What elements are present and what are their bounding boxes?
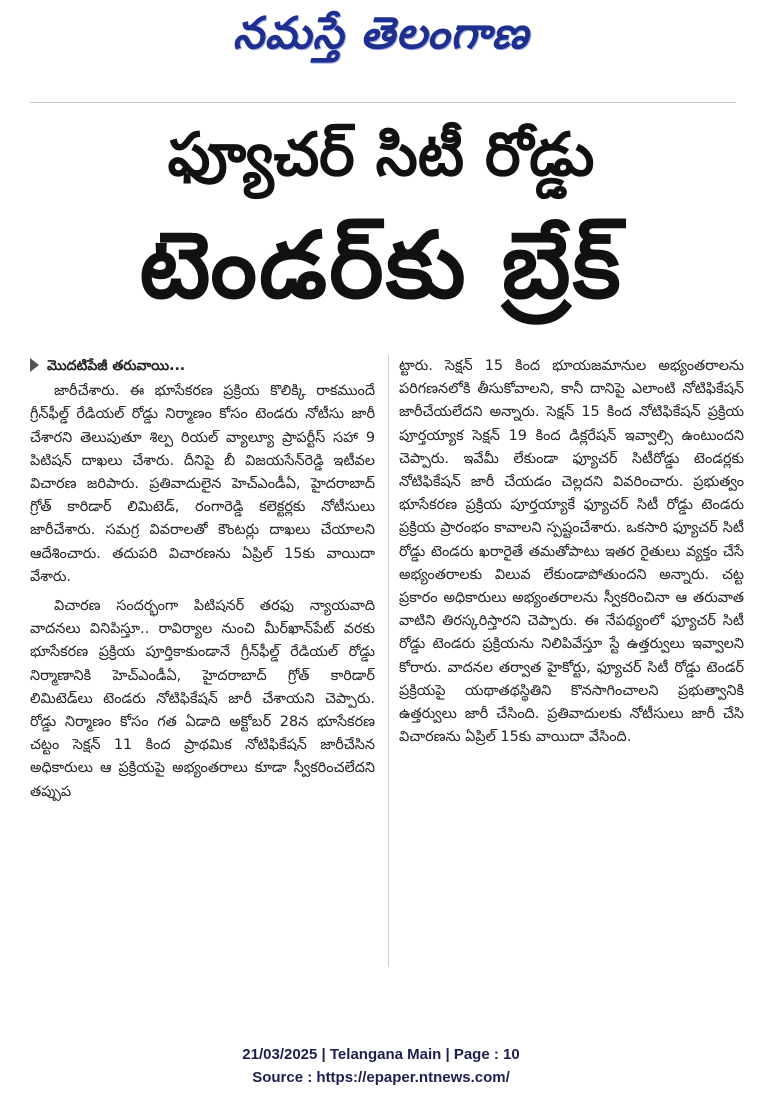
edition-info: 21/03/2025 | Telangana Main | Page : 10 [242, 1046, 520, 1063]
article-paragraph: ట్టారు. సెక్షన్ 15 కింద భూయజమానుల అభ్యంతరాలను పరిగణనలోకి తీసుకోవాలని, కానీ దానిపై ఎలాంటి నోటిఫికేషన్ జారీచేయలేదని అన్నారు. సెక్షన్ 15 కింద నోటిఫికేషన్ ప్రక్రియ పూర్తయ్యాక సెక్షన్ 19 కింద డిక్లరేషన్ ఇవ్వాల్సి ఉంటుందని చెప్పారు. ఇవేమీ లేకుండా ఫ్యూచర్ సిటీరోడ్డు టెండర్లకు నోటిఫికేషన్ జారీ చేయడం చెల్లదని వివరించారు. ప్రభుత్వం భూసేకరణ ప్రక్రియ పూర్తయ్యాకే ఫ్యూచర్ సిటీ రోడ్డు టెండరు ప్రక్రియ ప్రారంభం కావాలని స్పష్టంచేశారు. ఒకసారి ఫ్యూచర్ సిటీ రోడ్డు టెండరు ఖరారైతే తమతోపాటు ఇతర రైతులు వ్యక్తం చేసే అభ్యంతరాలకు విలువ లేకుండాపోతుందని అన్నారు. చట్ట ప్రకారం అధికారులు అభ్యంతరాలను స్వీకరించినా ఆ తరువాత వాటిని తిరస్కరిస్తారని చెప్పారు. ఈ నేపథ్యంలో ఫ్యూచర్ సిటీ రోడ్డు టెండరు ప్రక్రియను నిలిపివేస్తూ స్టే ఉత్తర్వులు ఇవ్వాలని కోరారు. వాదనల తర్వాత హైకోర్టు, ఫ్యూచర్ సిటీ రోడ్డు టెండర్ ప్రక్రియపై యథాతథస్థితిని కొనసాగించాలని ప్రభుత్వానికి ఉత్తర్వులు జారీ చేసింది. ప్రతివాదులకు నోటీసులు జారీ చేసి విచారణను ఏప్రిల్ 15కు వాయిదా వేసింది. [399, 358, 744, 746]
article-column-left [30, 355, 375, 810]
masthead-divider [30, 102, 736, 103]
column-divider [388, 355, 389, 967]
continuation-label: మొదటిపేజీ తరువాయి... [47, 358, 186, 374]
article-paragraph: విచారణ సందర్భంగా పిటిషనర్ తరఫు న్యాయవాది వాదనలు వినిపిస్తూ.. రావిర్యాల నుంచి మీర్‌ఖాన్‌పేట్ వరకు భూసేకరణ ప్రక్రియ పూర్తికాకుండానే గ్రీన్‌ఫీల్డ్ రేడియల్ రోడ్డు నిర్మాణానికి హెచ్‌ఎండీఏ, హైదరాబాద్ గ్రోత్ కారిడార్ లిమిటెడ్‌లు టెండరు నోటిఫికేషన్ జారీ చేశాయని చెప్పారు. రోడ్డు నిర్మాణం కోసం గత ఏడాది అక్టోబర్ 28న భూసేకరణ చట్టం సెక్షన్ 11 కింద ప్రాథమిక నోటిఫికేషన్ జారీచేసిన అధికారులు ఆ ప్రక్రియపై అభ్యంతరాలు కూడా స్వీకరించలేదని తప్పుప [30, 598, 375, 800]
source-link[interactable]: Source : https://epaper.ntnews.com/ [252, 1069, 510, 1086]
article-paragraph: జారీచేశారు. ఈ భూసేకరణ ప్రక్రియ కొలిక్కి రాకముందే గ్రీన్‌ఫీల్డ్ రేడియల్ రోడ్డు నిర్మాణం కోసం టెండరు నోటీసు జారీ చేశారని తెలుపుతూ శిల్ప రియల్ వ్యాల్యూ ప్రాపర్టీస్ సహా 9 పిటిషన్ దాఖలు చేశారు. దీనిపై బీ విజయసేన్‌రెడ్డి ఇటీవల విచారణ జరిపారు. ప్రతివాదులైన హెచ్‌ఎండీఏ, హైదరాబాద్ గ్రోత్ కారిడార్ లిమిటెడ్, రంగారెడ్డి కలెక్టర్లకు నోటీసులు జారీచేశారు. సమగ్ర వివరాలతో కౌంటర్లు దాఖలు చేయాలని ఆదేశించారు. తదుపరి విచారణను ఏప్రిల్ 15కు వాయిదా వేశారు. [30, 383, 375, 585]
chevron-right-icon [30, 358, 39, 372]
masthead-title: నమస్తే తెలంగాణ [232, 8, 530, 59]
masthead [0, 8, 762, 70]
article-column-right [399, 355, 744, 755]
headline-line-1: ఫ్యూచర్ సిటీ రోడ్డు [167, 120, 595, 190]
continuation-marker [30, 355, 375, 378]
article-body [30, 355, 742, 975]
headline-line-2: టెండర్‌కు బ్రేక్ [139, 212, 623, 319]
